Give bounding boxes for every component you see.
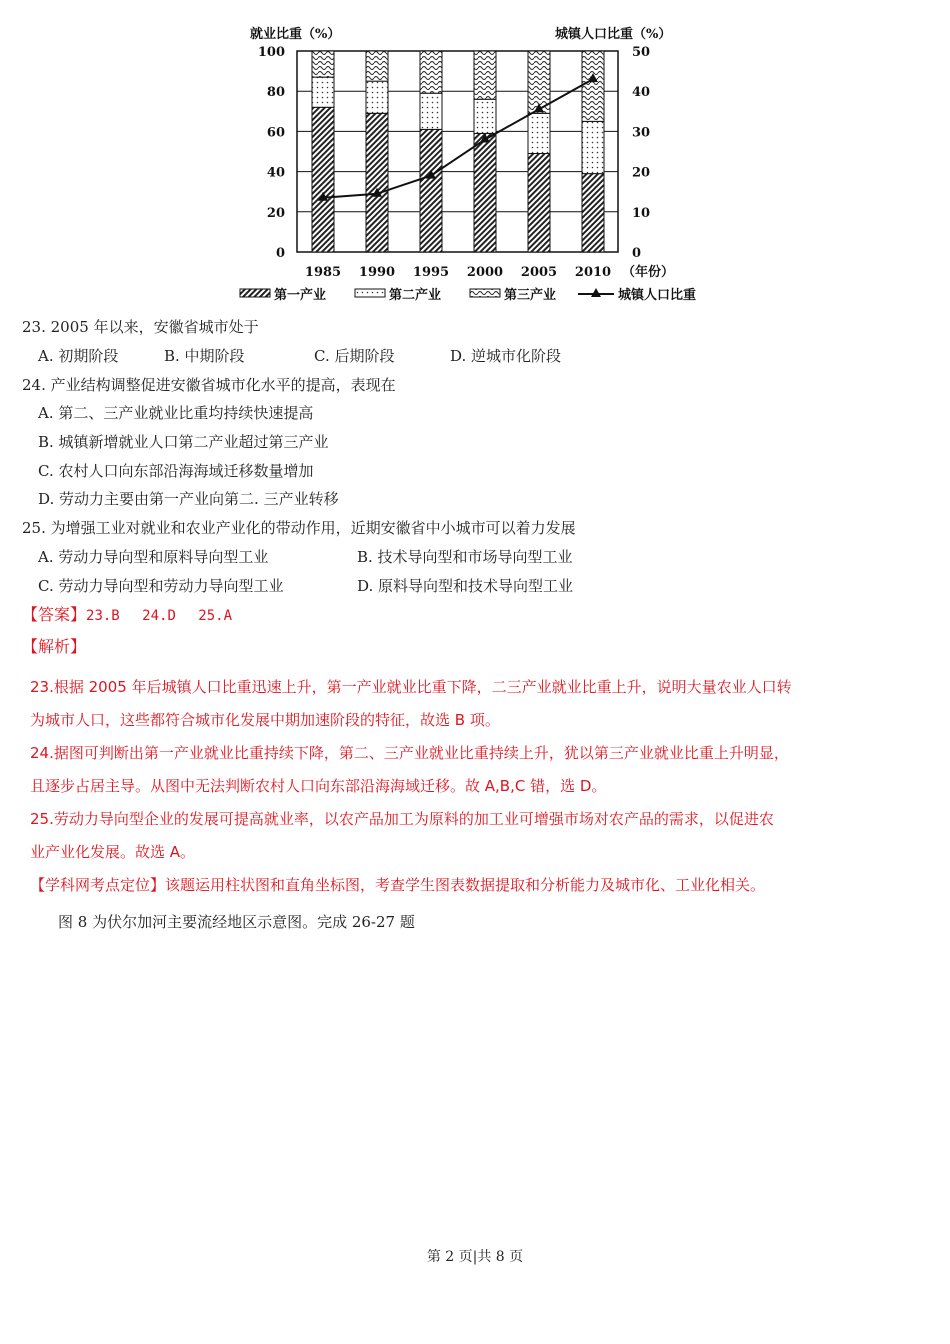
answer-text: 23.B 24.D 25.A (86, 608, 233, 624)
x-unit-label: （年份） (622, 265, 675, 280)
answer-label: 【答案】 (22, 605, 87, 624)
left-tick-label: 0 (275, 246, 285, 261)
q25-option-b: B. 技术导向型和市场导向型工业 (357, 548, 573, 566)
analysis-line: 为城市人口，这些都符合城市化发展中期加速阶段的特征，故选 B 项。 (30, 711, 500, 729)
left-tick-label: 60 (266, 125, 285, 141)
question-23-stem: 23. 2005 年以来，安徽省城市处于 (22, 318, 259, 336)
analysis-line: 业产业化发展。故选 A。 (30, 843, 196, 861)
right-tick-label: 10 (632, 205, 651, 221)
bar-tertiary (582, 51, 604, 121)
legend-swatch-1 (240, 289, 270, 297)
bar-primary (366, 113, 388, 252)
x-tick-label: 2010 (574, 265, 612, 280)
left-tick-label: 80 (266, 85, 285, 101)
q23-option-a: A. 初期阶段 (38, 347, 119, 365)
next-section-intro: 图 8 为伏尔加河主要流经地区示意图。完成 26-27 题 (58, 913, 415, 931)
right-tick-label: 30 (632, 125, 651, 141)
question-25-stem: 25. 为增强工业对就业和农业产业化的带动作用，近期安徽省中小城市可以着力发展 (22, 519, 576, 537)
x-tick-label: 2005 (520, 265, 558, 280)
legend-triangle-icon (591, 288, 601, 297)
bar-primary (474, 133, 496, 252)
legend-label: 第二产业 (389, 288, 442, 303)
bar-secondary (366, 81, 388, 113)
bar-secondary (420, 93, 442, 129)
bar-secondary (528, 113, 550, 153)
legend-swatch-2 (355, 289, 385, 297)
analysis-label: 【解析】 (22, 637, 87, 656)
right-tick-label: 50 (632, 45, 651, 60)
x-tick-label: 2000 (466, 265, 504, 280)
bar-primary (582, 174, 604, 252)
bar-primary (528, 154, 550, 252)
legend-label: 城镇人口比重 (618, 288, 697, 303)
analysis-line: 25.劳动力导向型企业的发展可提高就业率，以农产品加工为原料的加工业可增强市场对农产品的需求，以促进农 (30, 810, 774, 828)
q25-option-d: D. 原料导向型和技术导向型工业 (357, 577, 574, 595)
bar-primary (312, 107, 334, 252)
exam-point-note: 【学科网考点定位】该题运用柱状图和直角坐标图，考查学生图表数据提取和分析能力及城市化、工业化相关。 (30, 876, 766, 894)
analysis-line: 且逐步占居主导。从图中无法判断农村人口向东部沿海海域迁移。故 A,B,C 错，选 D。 (30, 777, 607, 795)
answer-line (22, 605, 232, 626)
q23-option-c: C. 后期阶段 (314, 347, 395, 365)
q24-option-d: D. 劳动力主要由第一产业向第二. 三产业转移 (38, 490, 339, 508)
x-tick-label: 1990 (358, 265, 396, 280)
bar-tertiary (420, 51, 442, 93)
left-tick-label: 100 (257, 45, 285, 60)
analysis-line: 23.根据 2005 年后城镇人口比重迅速上升，第一产业就业比重下降，二三产业就业比重上升，说明大量农业人口转 (30, 678, 792, 696)
bar-tertiary (312, 51, 334, 77)
legend-label: 第一产业 (274, 288, 327, 303)
left-tick-label: 20 (266, 205, 285, 221)
legend-swatch-3 (470, 289, 500, 297)
q24-option-a: A. 第二、三产业就业比重均持续快速提高 (38, 404, 314, 422)
bar-secondary (474, 99, 496, 133)
bar-tertiary (366, 51, 388, 81)
q23-option-b: B. 中期阶段 (164, 347, 245, 365)
right-axis-label: 城镇人口比重（%） (555, 27, 672, 42)
right-tick-label: 40 (632, 85, 651, 101)
q25-option-a: A. 劳动力导向型和原料导向型工业 (38, 548, 269, 566)
left-tick-label: 40 (266, 165, 285, 181)
q23-option-d: D. 逆城市化阶段 (450, 347, 562, 365)
legend-label: 第三产业 (504, 288, 557, 303)
right-tick-label: 20 (632, 165, 651, 181)
q25-option-c: C. 劳动力导向型和劳动力导向型工业 (38, 577, 284, 595)
left-axis-label: 就业比重（%） (250, 27, 341, 42)
right-tick-label: 0 (632, 246, 642, 261)
q24-option-b: B. 城镇新增就业人口第二产业超过第三产业 (38, 433, 329, 451)
question-24-stem: 24. 产业结构调整促进安徽省城市化水平的提高，表现在 (22, 376, 396, 394)
page-footer: 第 2 页|共 8 页 (426, 1249, 524, 1265)
plot-frame (297, 51, 618, 252)
bar-primary (420, 129, 442, 252)
analysis-line: 24.据图可判断出第一产业就业比重持续下降，第二、三产业就业比重持续上升，犹以第三产业就业比重上升明显， (30, 744, 789, 762)
x-tick-label: 1995 (412, 265, 450, 280)
x-tick-label: 1985 (304, 265, 342, 280)
bar-tertiary (474, 51, 496, 99)
employment-urbanization-chart (230, 20, 720, 310)
bar-secondary (582, 121, 604, 173)
bar-secondary (312, 77, 334, 107)
q24-option-c: C. 农村人口向东部沿海海域迁移数量增加 (38, 462, 314, 480)
